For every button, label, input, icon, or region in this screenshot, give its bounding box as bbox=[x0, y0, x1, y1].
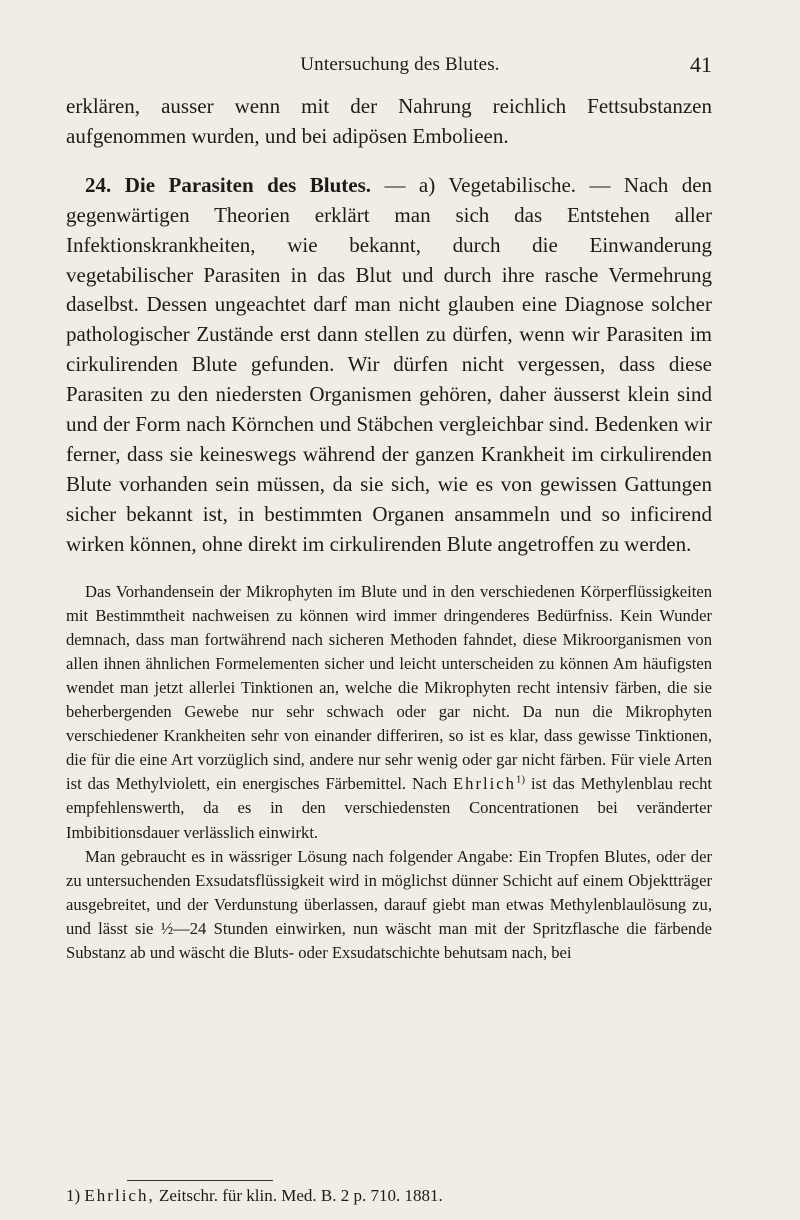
footnote-text: Zeitschr. für klin. Med. B. 2 p. 710. 1881. bbox=[158, 1186, 443, 1205]
small-paragraph-staining bbox=[66, 580, 712, 845]
section-paragraph bbox=[66, 171, 712, 560]
page-number: 41 bbox=[690, 52, 712, 77]
page-header bbox=[0, 54, 800, 84]
running-title: Untersuchung des Blutes. bbox=[300, 54, 500, 75]
author-name: Ehrlich bbox=[453, 774, 516, 794]
small-paragraph-staining-b: ist das Methylenblau recht empfehlenswerth, da es in den verschiedensten Concentrationen bei veränderter Imbibitionsdauer verlässlich einwirkt. bbox=[66, 774, 713, 842]
small-paragraph-staining-a: Das Vorhandensein der Mikrophyten im Blute und in den verschiedenen Körperflüssigkeiten mit Bestimmtheit nachweisen zu können wird immer dringenderes Bedürfniss. Kein Wunder demnach, dass man fortwährend nach sicheren Methoden fahndet, diese Mikroorganismen von allen ihnen ähnlichen Formelementen sicher und leicht unterscheiden zu können Am häufigsten wendet man jetzt allerlei Tinktionen an, welche die Mikrophyten recht intensiv färben, die sie beherbergenden Gewebe nur sehr schwach oder gar nicht. Da nun die Mikrophyten verschiedener Krankheiten sehr von einander differiren, so ist es klar, dass gewisse Tinktionen, die für die eine Art vorzüglich sind, andere nur sehr wenig oder gar nicht färben. Für viele Arten ist das Methylviolett, ein energisches Färbemittel. Nach bbox=[66, 581, 712, 794]
section-text: — a) Vegetabilische. — Nach den gegenwärtigen Theorien erklärt man sich das Entstehen aller Infektionskrankheiten, wie bekannt, durch die Einwanderung vegetabilischer Parasiten in das Blut und durch ihre rasche Vermehrung daselbst. Dessen ungeachtet darf man nicht glauben eine Diagnose solcher pathologischer Zustände erst dann stellen zu dürfen, wenn wir Parasiten im cirkulirenden Blute gefunden. Wir dürfen nicht vergessen, dass diese Parasiten zu den niedersten Organismen gehören, daher äusserst klein sind und der Form nach Körnchen und Stäbchen vergleichbar sind. Bedenken wir ferner, dass sie keineswegs während der ganzen Krankheit im cirkulirenden Blute vorhanden sein müssen, da sie sich, wie es von gewissen Gattungen sicher bekannt ist, in bestimmten Organen ansammeln und so inficirend wirken können, ohne direkt im cirkulirenden Blute angetroffen zu werden. bbox=[66, 172, 713, 556]
footnote bbox=[66, 1185, 766, 1207]
footnote-marker: 1) bbox=[66, 1186, 81, 1205]
small-print-text bbox=[66, 580, 712, 966]
footnote-author: Ehrlich, bbox=[84, 1186, 155, 1205]
page-body bbox=[66, 92, 712, 965]
section-number: 24. bbox=[85, 172, 112, 197]
section-title: Die Parasiten des Blutes. bbox=[124, 172, 371, 197]
footnote-reference[interactable]: 1) bbox=[515, 773, 526, 786]
paragraph-continuation: erklären, ausser wenn mit der Nahrung reichlich Fettsubstanzen aufgenommen wurden, und bei adipösen Embolieen. bbox=[66, 94, 712, 148]
small-paragraph-method: Man gebraucht es in wässriger Lösung nach folgender Angabe: Ein Tropfen Blutes, oder der zu untersuchenden Exsudatsflüssigkeit wird in möglichst dünner Schicht auf einem Objektträger ausgebreitet, und der Verdunstung überlassen, darauf giebt man etwas Methylenblaulösung zu, und lässt sie ½—24 Stunden einwirken, nun wäscht man mit der Spritzflasche die färbende Substanz ab und wäscht die Bluts- oder Exsudatschichte behutsam nach, bei bbox=[66, 846, 712, 962]
footnote-divider bbox=[127, 1180, 273, 1181]
main-text bbox=[66, 92, 712, 560]
